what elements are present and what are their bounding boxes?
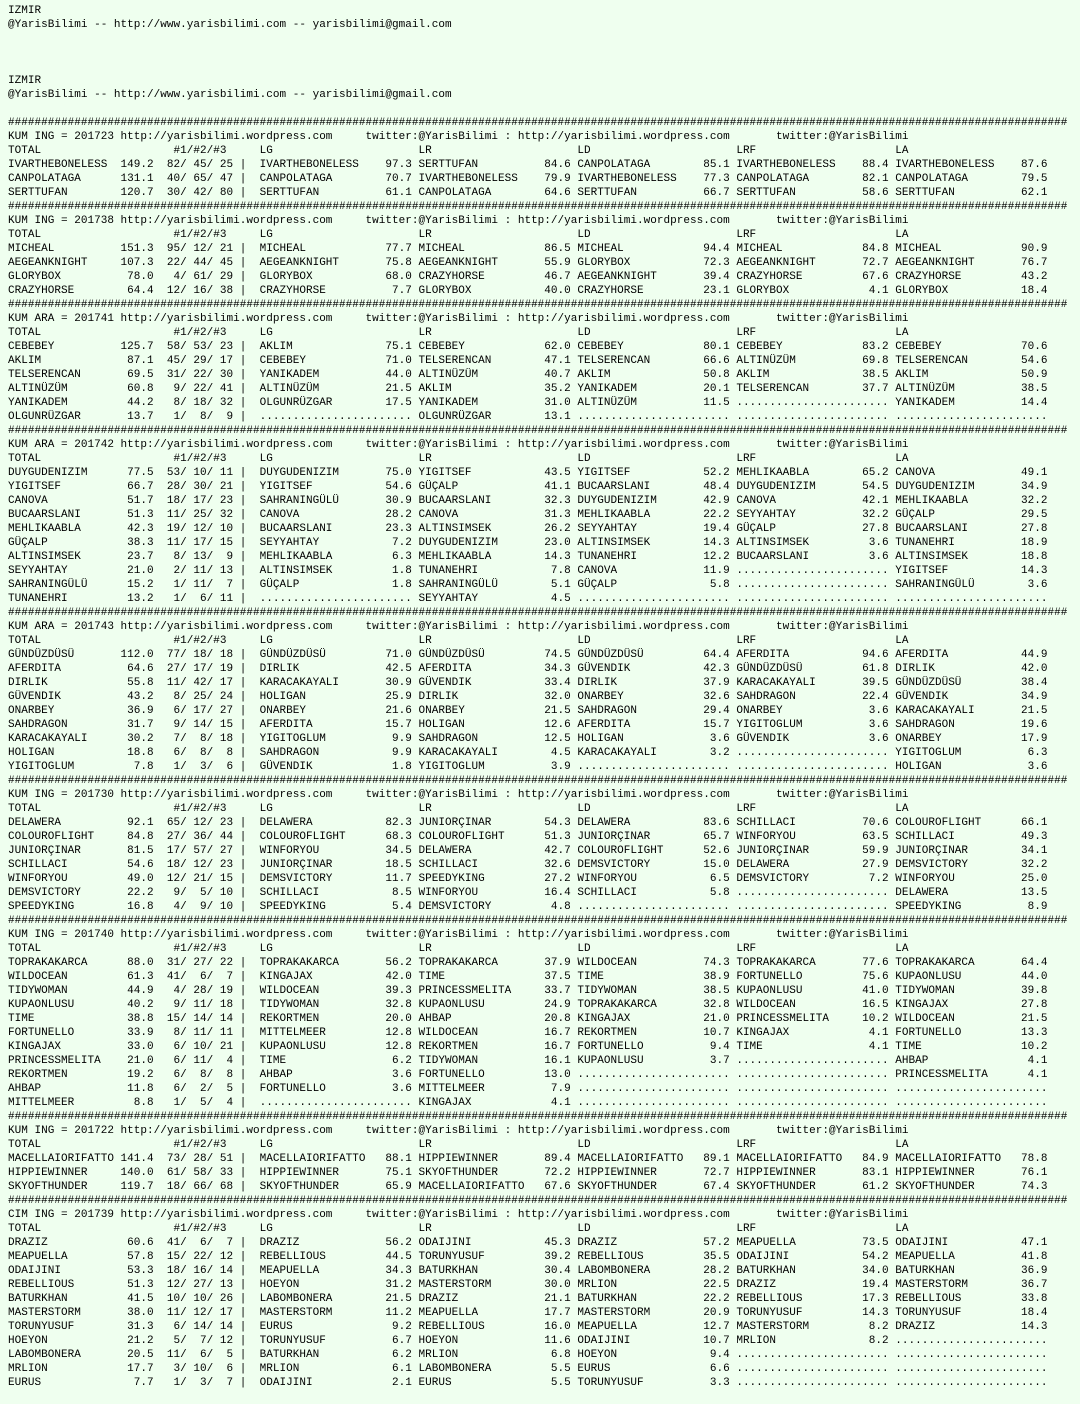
report-document <box>8 4 1078 1404</box>
result-row: DEMSVICTORY 22.2 9/ 5/ 10 | SCHILLACI 8.5 WINFORYOU 16.4 SCHILLACI 5.8 ....................... DELAWERA 13.5 <box>8 887 1048 899</box>
result-row: TIDYWOMAN 44.9 4/ 28/ 19 | WILDOCEAN 39.3 PRINCESSMELITA 33.7 TIDYWOMAN 38.5 KUPAONLUSU 41.0 TIDYWOMAN 39.8 <box>8 985 1048 997</box>
result-row: KINGAJAX 33.0 6/ 10/ 21 | KUPAONLUSU 12.8 REKORTMEN 16.7 FORTUNELLO 9.4 TIME 4.1 TIME 10.2 <box>8 1041 1048 1053</box>
result-row: BATURKHAN 41.5 10/ 10/ 26 | LABOMBONERA 21.5 DRAZIZ 21.1 BATURKHAN 22.2 REBELLIOUS 17.3 REBELLIOUS 33.8 <box>8 1293 1048 1305</box>
result-row: GÜNDÜZDÜSÜ 112.0 77/ 18/ 18 | GÜNDÜZDÜSÜ 71.0 GÜNDÜZDÜSÜ 74.5 GÜNDÜZDÜSÜ 64.4 AFERDITA 94.6 AFERDITA 44.9 <box>8 649 1048 661</box>
separator-line: ################################################################################################################################################################ <box>8 299 1068 311</box>
result-row: OLGUNRÜZGAR 13.7 1/ 8/ 9 | ....................... OLGUNRÜZGAR 13.1 ....................... ....................... ....................... <box>8 411 1048 423</box>
header-city: IZMIR <box>8 75 42 87</box>
result-row: TUNANEHRI 13.2 1/ 6/ 11 | ....................... SEYYAHTAY 4.5 ....................... ....................... ....................... <box>8 593 1048 605</box>
result-row: HIPPIEWINNER 140.0 61/ 58/ 33 | HIPPIEWINNER 75.1 SKYOFTHUNDER 72.2 HIPPIEWINNER 72.7 HIPPIEWINNER 83.1 HIPPIEWINNER 76.1 <box>8 1167 1048 1179</box>
result-row: CRAZYHORSE 64.4 12/ 16/ 38 | CRAZYHORSE 7.7 GLORYBOX 40.0 CRAZYHORSE 23.1 GLORYBOX 4.1 GLORYBOX 18.4 <box>8 285 1048 297</box>
spacer <box>8 102 1078 116</box>
spacer <box>8 32 1078 46</box>
result-row: AKLIM 87.1 45/ 29/ 17 | CEBEBEY 71.0 TELSERENCAN 47.1 TELSERENCAN 66.6 ALTINÜZÜM 69.8 TELSERENCAN 54.6 <box>8 355 1048 367</box>
result-row: DIRLIK 55.8 11/ 42/ 17 | KARACAKAYALI 30.9 GÜVENDIK 33.4 DIRLIK 37.9 KARACAKAYALI 39.5 GÜNDÜZDÜSÜ 38.4 <box>8 677 1048 689</box>
separator-line: ################################################################################################################################################################ <box>8 117 1068 129</box>
block-title: CIM ING = 201739 http://yarisbilimi.wordpress.com twitter:@YarisBilimi : http://yarisbilimi.wordpress.com twitter:@YarisBilimi <box>8 1209 909 1221</box>
result-row: YIGITOGLUM 7.8 1/ 3/ 6 | GÜVENDIK 1.8 YIGITOGLUM 3.9 ....................... ....................... HOLIGAN 3.6 <box>8 761 1048 773</box>
result-row: AEGEANKNIGHT 107.3 22/ 44/ 45 | AEGEANKNIGHT 75.8 AEGEANKNIGHT 55.9 GLORYBOX 72.3 AEGEANKNIGHT 72.7 AEGEANKNIGHT 76.7 <box>8 257 1048 269</box>
result-row: HOEYON 21.2 5/ 7/ 12 | TORUNYUSUF 6.7 HOEYON 11.6 ODAIJINI 10.7 MRLION 8.2 ....................... <box>8 1335 1048 1347</box>
result-row: GLORYBOX 78.0 4/ 61/ 29 | GLORYBOX 68.0 CRAZYHORSE 46.7 AEGEANKNIGHT 39.4 CRAZYHORSE 67.6 CRAZYHORSE 43.2 <box>8 271 1048 283</box>
result-row: COLOUROFLIGHT 84.8 27/ 36/ 44 | COLOUROFLIGHT 68.3 COLOUROFLIGHT 51.3 JUNIORÇINAR 65.7 WINFORYOU 63.5 SCHILLACI 49.3 <box>8 831 1048 843</box>
separator-line: ################################################################################################################################################################ <box>8 201 1068 213</box>
result-row: EURUS 7.7 1/ 3/ 7 | ODAIJINI 2.1 EURUS 5.5 TORUNYUSUF 3.3 ....................... ....................... <box>8 1377 1048 1389</box>
separator-line: ################################################################################################################################################################ <box>8 915 1068 927</box>
result-row: SPEEDYKING 16.8 4/ 9/ 10 | SPEEDYKING 5.4 DEMSVICTORY 4.8 ....................... ....................... SPEEDYKING 8.9 <box>8 901 1048 913</box>
result-row: YANIKADEM 44.2 8/ 18/ 32 | OLGUNRÜZGAR 17.5 YANIKADEM 31.0 ALTINÜZÜM 11.5 ....................... YANIKADEM 14.4 <box>8 397 1048 409</box>
result-row: REBELLIOUS 51.3 12/ 27/ 13 | HOEYON 31.2 MASTERSTORM 30.0 MRLION 22.5 DRAZIZ 19.4 MASTERSTORM 36.7 <box>8 1279 1048 1291</box>
block-title: KUM ING = 201738 http://yarisbilimi.wordpress.com twitter:@YarisBilimi : http://yarisbilimi.wordpress.com twitter:@YarisBilimi <box>8 215 909 227</box>
result-row: PRINCESSMELITA 21.0 6/ 11/ 4 | TIME 6.2 TIDYWOMAN 16.1 KUPAONLUSU 3.7 ....................... AHBAP 4.1 <box>8 1055 1048 1067</box>
column-headers: TOTAL #1/#2/#3 LG LR LD LRF LA <box>8 1223 909 1235</box>
header-contact: @YarisBilimi -- http://www.yarisbilimi.com -- yarisbilimi@gmail.com <box>8 19 452 31</box>
block-title: KUM ARA = 201742 http://yarisbilimi.wordpress.com twitter:@YarisBilimi : http://yarisbilimi.wordpress.com twitter:@YarisBilimi <box>8 439 909 451</box>
result-row: MITTELMEER 8.8 1/ 5/ 4 | ....................... KINGAJAX 4.1 ....................... ....................... ....................... <box>8 1097 1048 1109</box>
result-row: SKYOFTHUNDER 119.7 18/ 66/ 68 | SKYOFTHUNDER 65.9 MACELLAIORIFATTO 67.6 SKYOFTHUNDER 67.4 SKYOFTHUNDER 61.2 SKYOFTHUNDER 74.3 <box>8 1181 1048 1193</box>
block-title: KUM ING = 201740 http://yarisbilimi.wordpress.com twitter:@YarisBilimi : http://yarisbilimi.wordpress.com twitter:@YarisBilimi <box>8 929 909 941</box>
header-city: IZMIR <box>8 5 42 17</box>
result-row: SERTTUFAN 120.7 30/ 42/ 80 | SERTTUFAN 61.1 CANPOLATAGA 64.6 SERTTUFAN 66.7 SERTTUFAN 58.6 SERTTUFAN 62.1 <box>8 187 1048 199</box>
result-row: ALTINÜZÜM 60.8 9/ 22/ 41 | ALTINÜZÜM 21.5 AKLIM 35.2 YANIKADEM 20.1 TELSERENCAN 37.7 ALTINÜZÜM 38.5 <box>8 383 1048 395</box>
result-row: CANOVA 51.7 18/ 17/ 23 | SAHRANINGÜLÜ 30.9 BUCAARSLANI 32.3 DUYGUDENIZIM 42.9 CANOVA 42.1 MEHLIKAABLA 32.2 <box>8 495 1048 507</box>
result-row: KARACAKAYALI 30.2 7/ 8/ 18 | YIGITOGLUM 9.9 SAHDRAGON 12.5 HOLIGAN 3.6 GÜVENDIK 3.6 ONARBEY 17.9 <box>8 733 1048 745</box>
result-row: IVARTHEBONELESS 149.2 82/ 45/ 25 | IVARTHEBONELESS 97.3 SERTTUFAN 84.6 CANPOLATAGA 85.1 IVARTHEBONELESS 88.4 IVARTHEBONELESS 87.6 <box>8 159 1048 171</box>
block-title: KUM ING = 201722 http://yarisbilimi.wordpress.com twitter:@YarisBilimi : http://yarisbilimi.wordpress.com twitter:@YarisBilimi <box>8 1125 909 1137</box>
result-row: TOPRAKAKARCA 88.0 31/ 27/ 22 | TOPRAKAKARCA 56.2 TOPRAKAKARCA 37.9 WILDOCEAN 74.3 TOPRAKAKARCA 77.6 TOPRAKAKARCA 64.4 <box>8 957 1048 969</box>
block-title: KUM ING = 201730 http://yarisbilimi.wordpress.com twitter:@YarisBilimi : http://yarisbilimi.wordpress.com twitter:@YarisBilimi <box>8 789 909 801</box>
block-title: KUM ING = 201723 http://yarisbilimi.wordpress.com twitter:@YarisBilimi : http://yarisbilimi.wordpress.com twitter:@YarisBilimi <box>8 131 909 143</box>
result-row: LABOMBONERA 20.5 11/ 6/ 5 | BATURKHAN 6.2 MRLION 6.8 HOEYON 9.4 ....................... ....................... <box>8 1349 1048 1361</box>
separator-line: ################################################################################################################################################################ <box>8 1195 1068 1207</box>
result-row: SAHDRAGON 31.7 9/ 14/ 15 | AFERDITA 15.7 HOLIGAN 12.6 AFERDITA 15.7 YIGITOGLUM 3.6 SAHDRAGON 19.6 <box>8 719 1048 731</box>
result-row: ONARBEY 36.9 6/ 17/ 27 | ONARBEY 21.6 ONARBEY 21.5 SAHDRAGON 29.4 ONARBEY 3.6 KARACAKAYALI 21.5 <box>8 705 1048 717</box>
column-headers: TOTAL #1/#2/#3 LG LR LD LRF LA <box>8 635 909 647</box>
result-row: WILDOCEAN 61.3 41/ 6/ 7 | KINGAJAX 42.0 TIME 37.5 TIME 38.9 FORTUNELLO 75.6 KUPAONLUSU 44.0 <box>8 971 1048 983</box>
result-row: MASTERSTORM 38.0 11/ 12/ 17 | MASTERSTORM 11.2 MEAPUELLA 17.7 MASTERSTORM 20.9 TORUNYUSUF 14.3 TORUNYUSUF 18.4 <box>8 1307 1048 1319</box>
race-blocks <box>8 116 1078 1404</box>
result-row: ALTINSIMSEK 23.7 8/ 13/ 9 | MEHLIKAABLA 6.3 MEHLIKAABLA 14.3 TUNANEHRI 12.2 BUCAARSLANI 3.6 ALTINSIMSEK 18.8 <box>8 551 1048 563</box>
result-row: TELSERENCAN 69.5 31/ 22/ 30 | YANIKADEM 44.0 ALTINÜZÜM 40.7 AKLIM 50.8 AKLIM 38.5 AKLIM 50.9 <box>8 369 1048 381</box>
result-row: REKORTMEN 19.2 6/ 8/ 8 | AHBAP 3.6 FORTUNELLO 13.0 ....................... ....................... PRINCESSMELITA 4.1 <box>8 1069 1048 1081</box>
column-headers: TOTAL #1/#2/#3 LG LR LD LRF LA <box>8 1139 909 1151</box>
result-row: TIME 38.8 15/ 14/ 14 | REKORTMEN 20.0 AHBAP 20.8 KINGAJAX 21.0 PRINCESSMELITA 10.2 WILDOCEAN 21.5 <box>8 1013 1048 1025</box>
result-row: MRLION 17.7 3/ 10/ 6 | MRLION 6.1 LABOMBONERA 5.5 EURUS 6.6 ....................... ....................... <box>8 1363 1048 1375</box>
result-row: MICHEAL 151.3 95/ 12/ 21 | MICHEAL 77.7 MICHEAL 86.5 MICHEAL 94.4 MICHEAL 84.8 MICHEAL 90.9 <box>8 243 1048 255</box>
separator-line: ################################################################################################################################################################ <box>8 775 1068 787</box>
separator-line: ################################################################################################################################################################ <box>8 607 1068 619</box>
spacer <box>8 1390 1078 1404</box>
result-row: MEHLIKAABLA 42.3 19/ 12/ 10 | BUCAARSLANI 23.3 ALTINSIMSEK 26.2 SEYYAHTAY 19.4 GÜÇALP 27.8 BUCAARSLANI 27.8 <box>8 523 1048 535</box>
result-row: ODAIJINI 53.3 18/ 16/ 14 | MEAPUELLA 34.3 BATURKHAN 30.4 LABOMBONERA 28.2 BATURKHAN 34.0 BATURKHAN 36.9 <box>8 1265 1048 1277</box>
result-row: AFERDITA 64.6 27/ 17/ 19 | DIRLIK 42.5 AFERDITA 34.3 GÜVENDIK 42.3 GÜNDÜZDÜSÜ 61.8 DIRLIK 42.0 <box>8 663 1048 675</box>
block-title: KUM ARA = 201743 http://yarisbilimi.wordpress.com twitter:@YarisBilimi : http://yarisbilimi.wordpress.com twitter:@YarisBilimi <box>8 621 909 633</box>
result-row: AHBAP 11.8 6/ 2/ 5 | FORTUNELLO 3.6 MITTELMEER 7.9 ....................... ....................... ....................... <box>8 1083 1048 1095</box>
result-row: KUPAONLUSU 40.2 9/ 11/ 18 | TIDYWOMAN 32.8 KUPAONLUSU 24.9 TOPRAKAKARCA 32.8 WILDOCEAN 16.5 KINGAJAX 27.8 <box>8 999 1048 1011</box>
column-headers: TOTAL #1/#2/#3 LG LR LD LRF LA <box>8 803 909 815</box>
result-row: GÜVENDIK 43.2 8/ 25/ 24 | HOLIGAN 25.9 DIRLIK 32.0 ONARBEY 32.6 SAHDRAGON 22.4 GÜVENDIK 34.9 <box>8 691 1048 703</box>
result-row: DELAWERA 92.1 65/ 12/ 23 | DELAWERA 82.3 JUNIORÇINAR 54.3 DELAWERA 83.6 SCHILLACI 70.6 COLOUROFLIGHT 66.1 <box>8 817 1048 829</box>
result-row: BUCAARSLANI 51.3 11/ 25/ 32 | CANOVA 28.2 CANOVA 31.3 MEHLIKAABLA 22.2 SEYYAHTAY 32.2 GÜÇALP 29.5 <box>8 509 1048 521</box>
result-row: SAHRANINGÜLÜ 15.2 1/ 11/ 7 | GÜÇALP 1.8 SAHRANINGÜLÜ 5.1 GÜÇALP 5.8 ....................... SAHRANINGÜLÜ 3.6 <box>8 579 1048 591</box>
result-row: CANPOLATAGA 131.1 40/ 65/ 47 | CANPOLATAGA 70.7 IVARTHEBONELESS 79.9 IVARTHEBONELESS 77.3 CANPOLATAGA 82.1 CANPOLATAGA 79.5 <box>8 173 1048 185</box>
column-headers: TOTAL #1/#2/#3 LG LR LD LRF LA <box>8 145 909 157</box>
result-row: GÜÇALP 38.3 11/ 17/ 15 | SEYYAHTAY 7.2 DUYGUDENIZIM 23.0 ALTINSIMSEK 14.3 ALTINSIMSEK 3.6 TUNANEHRI 18.9 <box>8 537 1048 549</box>
column-headers: TOTAL #1/#2/#3 LG LR LD LRF LA <box>8 229 909 241</box>
result-row: DRAZIZ 60.6 41/ 6/ 7 | DRAZIZ 56.2 ODAIJINI 45.3 DRAZIZ 57.2 MEAPUELLA 73.5 ODAIJINI 47.1 <box>8 1237 1048 1249</box>
spacer <box>8 46 1078 60</box>
separator-line: ################################################################################################################################################################ <box>8 425 1068 437</box>
result-row: JUNIORÇINAR 81.5 17/ 57/ 27 | WINFORYOU 34.5 DELAWERA 42.7 COLOUROFLIGHT 52.6 JUNIORÇINAR 59.9 JUNIORÇINAR 34.1 <box>8 845 1048 857</box>
result-row: SEYYAHTAY 21.0 2/ 11/ 13 | ALTINSIMSEK 1.8 TUNANEHRI 7.8 CANOVA 11.9 ....................... YIGITSEF 14.3 <box>8 565 1048 577</box>
result-row: SCHILLACI 54.6 18/ 12/ 23 | JUNIORÇINAR 18.5 SCHILLACI 32.6 DEMSVICTORY 15.0 DELAWERA 27.9 DEMSVICTORY 32.2 <box>8 859 1048 871</box>
result-row: HOLIGAN 18.8 6/ 8/ 8 | SAHDRAGON 9.9 KARACAKAYALI 4.5 KARACAKAYALI 3.2 ....................... YIGITOGLUM 6.3 <box>8 747 1048 759</box>
block-title: KUM ARA = 201741 http://yarisbilimi.wordpress.com twitter:@YarisBilimi : http://yarisbilimi.wordpress.com twitter:@YarisBilimi <box>8 313 909 325</box>
result-row: TORUNYUSUF 31.3 6/ 14/ 14 | EURUS 9.2 REBELLIOUS 16.0 MEAPUELLA 12.7 MASTERSTORM 8.2 DRAZIZ 14.3 <box>8 1321 1048 1333</box>
result-row: DUYGUDENIZIM 77.5 53/ 10/ 11 | DUYGUDENIZIM 75.0 YIGITSEF 43.5 YIGITSEF 52.2 MEHLIKAABLA 65.2 CANOVA 49.1 <box>8 467 1048 479</box>
column-headers: TOTAL #1/#2/#3 LG LR LD LRF LA <box>8 943 909 955</box>
result-row: CEBEBEY 125.7 58/ 53/ 23 | AKLIM 75.1 CEBEBEY 62.0 CEBEBEY 80.1 CEBEBEY 83.2 CEBEBEY 70.6 <box>8 341 1048 353</box>
header-contact: @YarisBilimi -- http://www.yarisbilimi.com -- yarisbilimi@gmail.com <box>8 89 452 101</box>
result-row: FORTUNELLO 33.9 8/ 11/ 11 | MITTELMEER 12.8 WILDOCEAN 16.7 REKORTMEN 10.7 KINGAJAX 4.1 FORTUNELLO 13.3 <box>8 1027 1048 1039</box>
spacer <box>8 60 1078 74</box>
result-row: YIGITSEF 66.7 28/ 30/ 21 | YIGITSEF 54.6 GÜÇALP 41.1 BUCAARSLANI 48.4 DUYGUDENIZIM 54.5 DUYGUDENIZIM 34.9 <box>8 481 1048 493</box>
result-row: MACELLAIORIFATTO 141.4 73/ 28/ 51 | MACELLAIORIFATTO 88.1 HIPPIEWINNER 89.4 MACELLAIORIFATTO 89.1 MACELLAIORIFATTO 84.9 MACELLAIORIFATTO 78.8 <box>8 1153 1048 1165</box>
separator-line: ################################################################################################################################################################ <box>8 1111 1068 1123</box>
column-headers: TOTAL #1/#2/#3 LG LR LD LRF LA <box>8 327 909 339</box>
result-row: WINFORYOU 49.0 12/ 21/ 15 | DEMSVICTORY 11.7 SPEEDYKING 27.2 WINFORYOU 6.5 DEMSVICTORY 7.2 WINFORYOU 25.0 <box>8 873 1048 885</box>
result-row: MEAPUELLA 57.8 15/ 22/ 12 | REBELLIOUS 44.5 TORUNYUSUF 39.2 REBELLIOUS 35.5 ODAIJINI 54.2 MEAPUELLA 41.8 <box>8 1251 1048 1263</box>
column-headers: TOTAL #1/#2/#3 LG LR LD LRF LA <box>8 453 909 465</box>
